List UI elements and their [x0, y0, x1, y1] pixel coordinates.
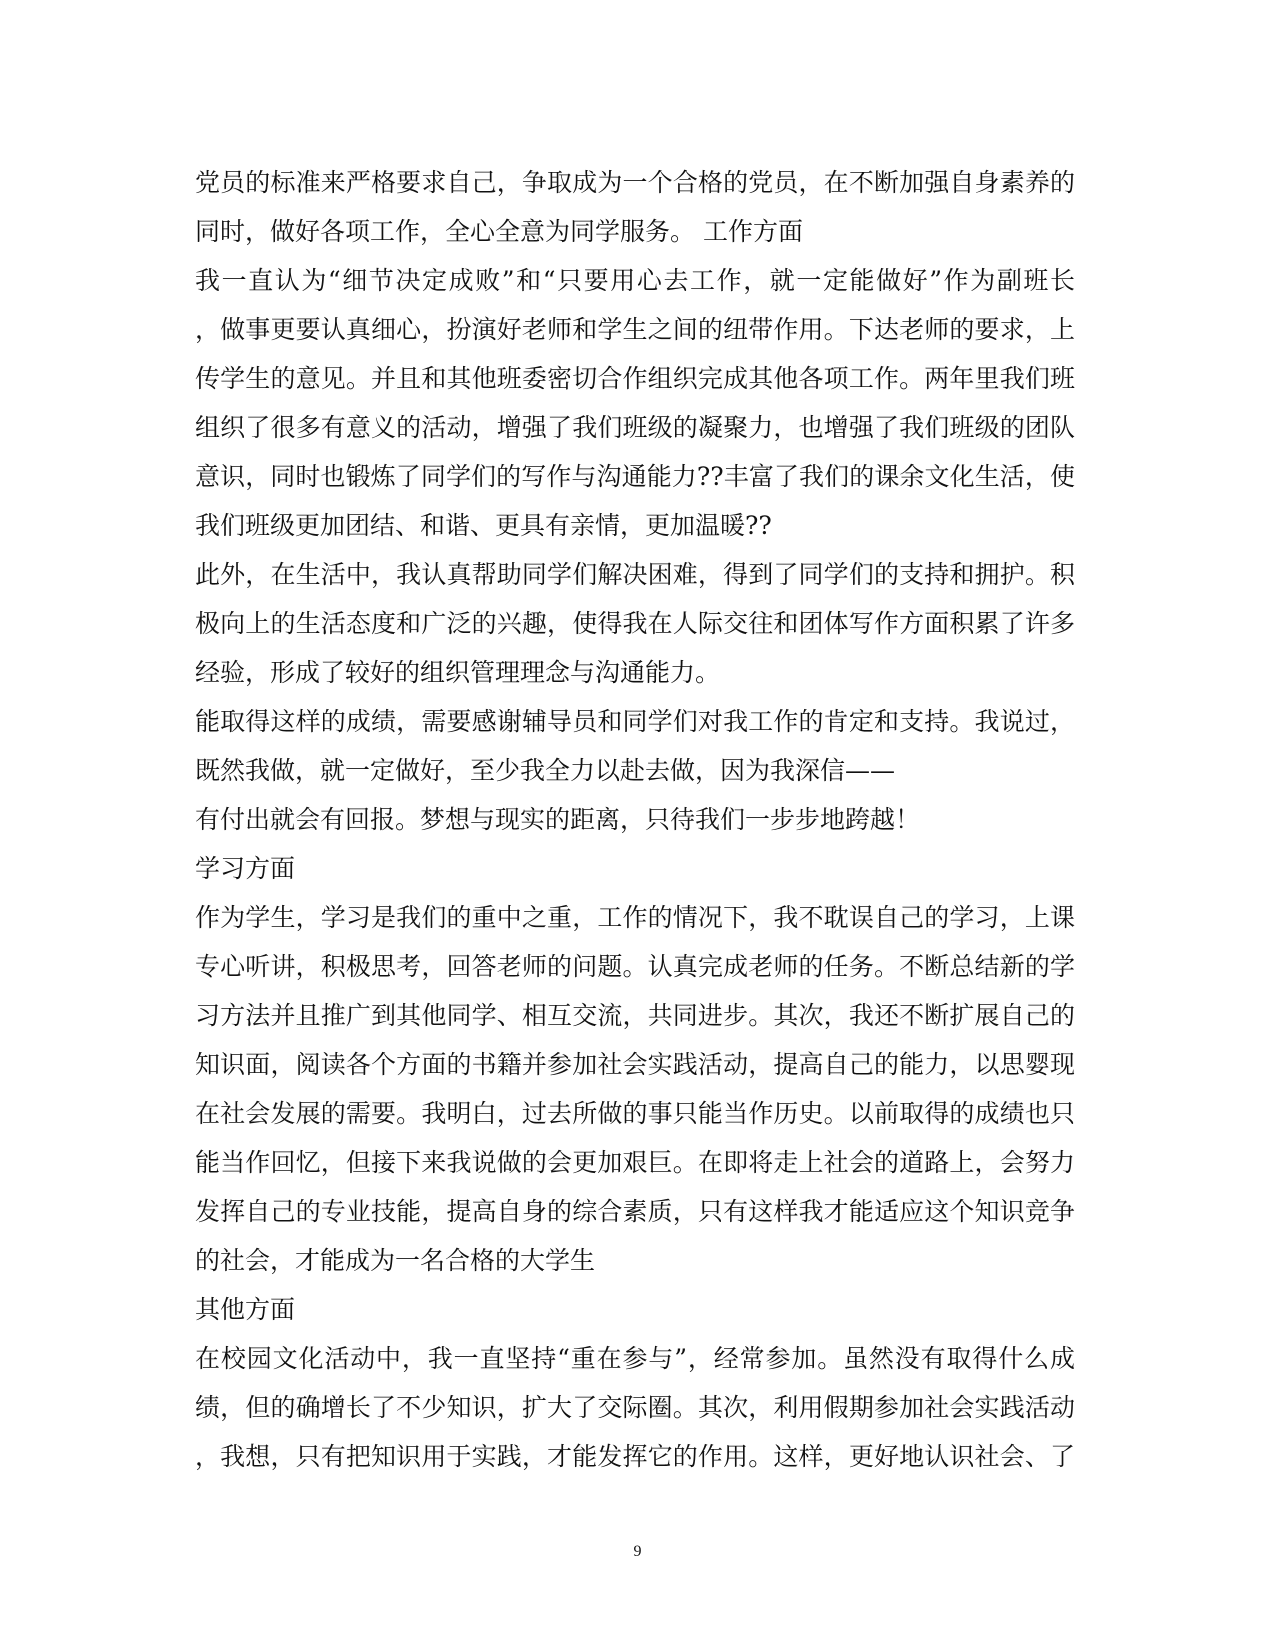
text-line: 在社会发展的需要。我明白，过去所做的事只能当作历史。以前取得的成绩也只 [195, 1099, 1075, 1128]
text-line: ，我想，只有把知识用于实践，才能发挥它的作用。这样，更好地认识社会、了 [195, 1442, 1075, 1471]
text-line: 我们班级更加团结、和谐、更具有亲情，更加温暖?? [195, 511, 772, 540]
page-number: 9 [633, 1543, 642, 1560]
text-line: 的社会，才能成为一名合格的大学生 [195, 1246, 596, 1275]
text-line: 传学生的意见。并且和其他班委密切合作组织完成其他各项工作。两年里我们班 [195, 364, 1075, 393]
text-line: 极向上的生活态度和广泛的兴趣，使得我在人际交往和团体写作方面积累了许多 [195, 609, 1075, 638]
body-text [195, 158, 1075, 1481]
text-line: 在校园文化活动中，我一直坚持“重在参与”，经常参加。虽然没有取得什么成 [195, 1344, 1075, 1373]
text-line: 能取得这样的成绩，需要感谢辅导员和同学们对我工作的肯定和支持。我说过， [195, 707, 1075, 736]
text-line: 同时，做好各项工作，全心全意为同学服务。 工作方面 [195, 217, 803, 246]
text-line: 经验，形成了较好的组织管理理念与沟通能力。 [195, 658, 721, 687]
text-line: 作为学生，学习是我们的重中之重，工作的情况下，我不耽误自己的学习，上课 [195, 903, 1075, 932]
text-line: 学习方面 [195, 854, 296, 883]
text-line: 习方法并且推广到其他同学、相互交流，共同进步。其次，我还不断扩展自己的 [195, 1001, 1075, 1030]
text-line: 此外，在生活中，我认真帮助同学们解决困难，得到了同学们的支持和拥护。积 [195, 560, 1075, 589]
text-line: 我一直认为“细节决定成败”和“只要用心去工作，就一定能做好”作为副班长 [195, 266, 1075, 295]
text-line: 发挥自己的专业技能，提高自身的综合素质，只有这样我才能适应这个知识竞争 [195, 1197, 1075, 1226]
text-line: 组织了很多有意义的活动，增强了我们班级的凝聚力，也增强了我们班级的团队 [195, 413, 1075, 442]
text-line: 能当作回忆，但接下来我说做的会更加艰巨。在即将走上社会的道路上，会努力 [195, 1148, 1075, 1177]
text-line: 有付出就会有回报。梦想与现实的距离，只待我们一步步地跨越！ [195, 805, 921, 834]
text-line: 专心听讲，积极思考，回答老师的问题。认真完成老师的任务。不断总结新的学 [195, 952, 1075, 981]
text-line: 党员的标准来严格要求自己，争取成为一个合格的党员，在不断加强自身素养的 [195, 168, 1075, 197]
text-line: 意识，同时也锻炼了同学们的写作与沟通能力??丰富了我们的课余文化生活，使 [195, 462, 1075, 491]
text-line: 绩，但的确增长了不少知识，扩大了交际圈。其次，利用假期参加社会实践活动 [195, 1393, 1075, 1422]
text-line: 既然我做，就一定做好，至少我全力以赴去做，因为我深信—— [195, 756, 896, 785]
text-line: 其他方面 [195, 1295, 296, 1324]
text-line: 知识面，阅读各个方面的书籍并参加社会实践活动，提高自己的能力，以思婴现 [195, 1050, 1075, 1079]
text-line: ，做事更要认真细心，扮演好老师和学生之间的纽带作用。下达老师的要求，上 [195, 315, 1075, 344]
